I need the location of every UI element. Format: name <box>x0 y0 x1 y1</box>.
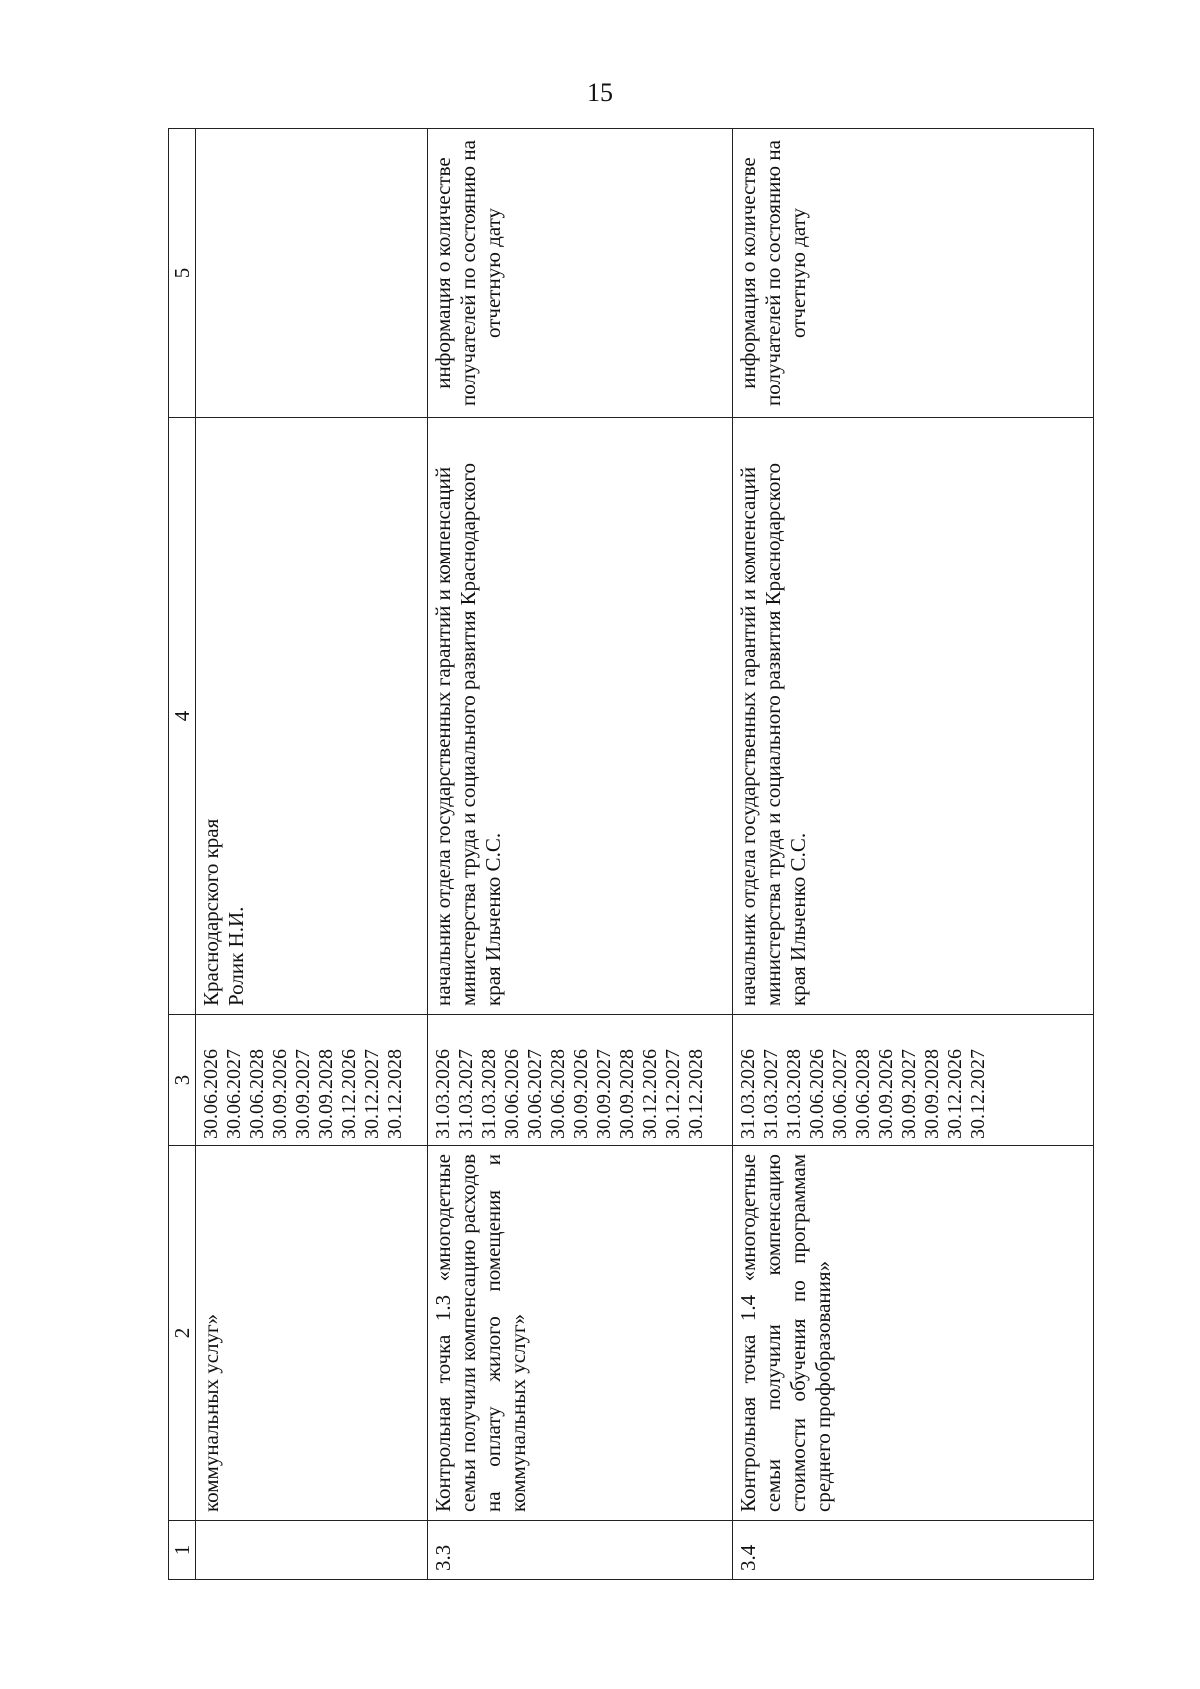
deadline-date: 31.03.2027 <box>455 1049 477 1139</box>
deadline-date: 30.12.2026 <box>338 1049 360 1139</box>
deadline-date: 30.06.2027 <box>524 1049 546 1139</box>
deadline-date: 30.09.2027 <box>292 1049 314 1139</box>
deadline-date: 30.09.2028 <box>315 1049 337 1139</box>
control-point-name: коммунальных услуг» <box>196 1146 428 1521</box>
deadline-date: 31.03.2027 <box>760 1049 782 1139</box>
deadline-date: 30.12.2027 <box>662 1049 684 1139</box>
deadline-date: 31.03.2026 <box>737 1049 759 1139</box>
control-point-name: Контрольная точка 1.3 «многодетные семьи получили компенсацию расходов на оплату жилого помещения и коммунальных услуг» <box>428 1146 733 1521</box>
deadline-date: 30.12.2028 <box>384 1049 406 1139</box>
rotated-table-container <box>168 134 1094 1580</box>
column-header-4: 4 <box>169 418 196 1015</box>
page-number: 15 <box>587 78 613 107</box>
row-number: 3.3 <box>428 1521 733 1580</box>
table-row <box>733 129 1094 1580</box>
deadline-date: 30.06.2026 <box>501 1049 523 1139</box>
deadline-dates <box>733 1015 1094 1146</box>
info-type: информация о количестве получателей по состоянию на отчетную дату <box>428 129 733 418</box>
deadline-date: 30.12.2027 <box>361 1049 383 1139</box>
deadline-dates <box>428 1015 733 1146</box>
deadline-date: 30.12.2026 <box>639 1049 661 1139</box>
deadline-dates <box>196 1015 428 1146</box>
column-header-5: 5 <box>169 129 196 418</box>
deadline-date: 30.09.2027 <box>593 1049 615 1139</box>
responsible-person: начальник отдела государственных гарантий и компенсаций министерства труда и социального развития Краснодарского края Ильченко С.С. <box>428 418 733 1015</box>
deadline-date: 30.09.2028 <box>921 1049 943 1139</box>
deadline-date: 30.09.2026 <box>570 1049 592 1139</box>
deadline-date: 30.06.2028 <box>547 1049 569 1139</box>
deadline-date: 31.03.2028 <box>783 1049 805 1139</box>
deadline-date: 30.09.2027 <box>898 1049 920 1139</box>
info-type <box>196 129 428 418</box>
deadline-date: 30.06.2028 <box>852 1049 874 1139</box>
deadline-date: 30.12.2026 <box>944 1049 966 1139</box>
column-header-2: 2 <box>169 1146 196 1521</box>
table-row <box>196 129 428 1580</box>
deadline-date: 30.09.2026 <box>269 1049 291 1139</box>
info-type: информация о количестве получателей по состоянию на отчетную дату <box>733 129 1094 418</box>
control-point-name: Контрольная точка 1.4 «многодетные семьи получили компенсацию стоимости обучения по программам среднего профобразования» <box>733 1146 1094 1521</box>
column-header-1: 1 <box>169 1521 196 1580</box>
column-header-3: 3 <box>169 1015 196 1146</box>
deadline-date: 30.12.2027 <box>967 1049 989 1139</box>
deadline-date: 30.06.2026 <box>806 1049 828 1139</box>
deadline-date: 31.03.2026 <box>432 1049 454 1139</box>
table-row <box>428 129 733 1580</box>
deadline-date: 30.06.2027 <box>829 1049 851 1139</box>
deadline-date: 31.03.2028 <box>478 1049 500 1139</box>
responsible-person: Краснодарского края Ролик Н.И. <box>196 418 428 1015</box>
deadline-date: 30.12.2028 <box>685 1049 707 1139</box>
table-header-row <box>169 129 196 1580</box>
deadline-date: 30.06.2027 <box>223 1049 245 1139</box>
responsible-person: начальник отдела государственных гарантий и компенсаций министерства труда и социального развития Краснодарского края Ильченко С.С. <box>733 418 1094 1015</box>
deadline-date: 30.09.2026 <box>875 1049 897 1139</box>
row-number: 3.4 <box>733 1521 1094 1580</box>
deadline-date: 30.06.2028 <box>246 1049 268 1139</box>
control-points-table <box>168 128 1094 1580</box>
deadline-date: 30.09.2028 <box>616 1049 638 1139</box>
deadline-date: 30.06.2026 <box>200 1049 222 1139</box>
row-number <box>196 1521 428 1580</box>
